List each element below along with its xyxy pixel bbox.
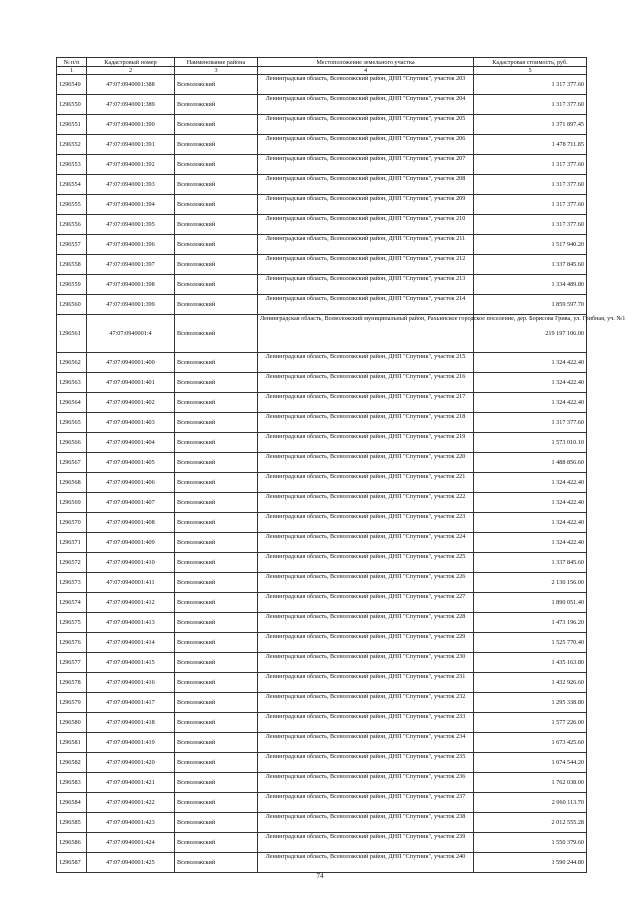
cadastral-number: 47:07:0940001:415 bbox=[87, 653, 175, 673]
row-number: 1296565 bbox=[57, 413, 87, 433]
location: Ленинградская область, Всеволожский район, ДНП "Спутник", участок 231 bbox=[258, 673, 474, 693]
table-row bbox=[57, 275, 587, 295]
district-name: Всеволожский bbox=[175, 155, 258, 175]
row-number: 1296569 bbox=[57, 493, 87, 513]
cadastral-number: 47:07:0940001:414 bbox=[87, 633, 175, 653]
cadastral-number: 47:07:0940001:402 bbox=[87, 393, 175, 413]
row-number: 1296549 bbox=[57, 75, 87, 95]
location: Ленинградская область, Всеволожский район, ДНП "Спутник", участок 229 bbox=[258, 633, 474, 653]
header-district: Наименование района bbox=[175, 58, 258, 67]
table-row bbox=[57, 773, 587, 793]
cadastral-cost: 1 371 897.45 bbox=[474, 115, 587, 135]
cadastral-number: 47:07:0940001:420 bbox=[87, 753, 175, 773]
cadastral-cost: 1 317 377.60 bbox=[474, 413, 587, 433]
table-row bbox=[57, 155, 587, 175]
table-row bbox=[57, 813, 587, 833]
district-name: Всеволожский bbox=[175, 413, 258, 433]
district-name: Всеволожский bbox=[175, 95, 258, 115]
cadastral-cost: 2 130 156.00 bbox=[474, 573, 587, 593]
row-number: 1296574 bbox=[57, 593, 87, 613]
row-number: 1296551 bbox=[57, 115, 87, 135]
header-index: 5 bbox=[474, 67, 587, 75]
cadastral-number: 47:07:0940001:417 bbox=[87, 693, 175, 713]
location: Ленинградская область, Всеволожский район, ДНП "Спутник", участок 213 bbox=[258, 275, 474, 295]
cadastral-cost: 1 859 597.70 bbox=[474, 295, 587, 315]
table-body bbox=[57, 75, 626, 873]
cadastral-number: 47:07:0940001:388 bbox=[87, 75, 175, 95]
row-number: 1296572 bbox=[57, 553, 87, 573]
district-name: Всеволожский bbox=[175, 135, 258, 155]
row-number: 1296559 bbox=[57, 275, 87, 295]
cadastral-cost: 2 012 555.28 bbox=[474, 813, 587, 833]
cadastral-number: 47:07:0940001:396 bbox=[87, 235, 175, 255]
row-number: 1296570 bbox=[57, 513, 87, 533]
location: Ленинградская область, Всеволожский район, ДНП "Спутник", участок 235 bbox=[258, 753, 474, 773]
district-name: Всеволожский bbox=[175, 353, 258, 373]
cadastral-number: 47:07:0940001:418 bbox=[87, 713, 175, 733]
header-number: № п/п bbox=[57, 58, 87, 67]
district-name: Всеволожский bbox=[175, 633, 258, 653]
cadastral-cost: 1 295 338.80 bbox=[474, 693, 587, 713]
cadastral-cost: 1 324 422.40 bbox=[474, 533, 587, 553]
location: Ленинградская область, Всеволожский район, ДНП "Спутник", участок 203 bbox=[258, 75, 474, 95]
cadastral-cost: 1 473 196.20 bbox=[474, 613, 587, 633]
table-row bbox=[57, 593, 587, 613]
cadastral-cost: 1 324 422.40 bbox=[474, 513, 587, 533]
row-number: 1296553 bbox=[57, 155, 87, 175]
table-row bbox=[57, 833, 587, 853]
cadastral-number: 47:07:0940001:404 bbox=[87, 433, 175, 453]
row-number: 1296587 bbox=[57, 853, 87, 873]
row-number: 1296581 bbox=[57, 733, 87, 753]
header-index: 4 bbox=[258, 67, 474, 75]
table-row bbox=[57, 473, 587, 493]
row-number: 1296573 bbox=[57, 573, 87, 593]
header-index: 3 bbox=[175, 67, 258, 75]
district-name: Всеволожский bbox=[175, 793, 258, 813]
location: Ленинградская область, Всеволожский район, ДНП "Спутник", участок 212 bbox=[258, 255, 474, 275]
row-number: 1296583 bbox=[57, 773, 87, 793]
cadastral-number: 47:07:0940001:408 bbox=[87, 513, 175, 533]
cadastral-cost: 1 478 711.85 bbox=[474, 135, 587, 155]
cadastral-cost: 1 324 422.40 bbox=[474, 353, 587, 373]
cadastral-number: 47:07:0940001:410 bbox=[87, 553, 175, 573]
cadastral-cost: 1 317 377.60 bbox=[474, 175, 587, 195]
district-name: Всеволожский bbox=[175, 75, 258, 95]
cadastral-cost: 1 324 422.40 bbox=[474, 493, 587, 513]
location: Ленинградская область, Всеволожский район, ДНП "Спутник", участок 240 bbox=[258, 853, 474, 873]
cadastral-cost: 1 673 425.60 bbox=[474, 733, 587, 753]
cadastral-number: 47:07:0940001:419 bbox=[87, 733, 175, 753]
location: Ленинградская область, Всеволожский район, ДНП "Спутник", участок 227 bbox=[258, 593, 474, 613]
district-name: Всеволожский bbox=[175, 813, 258, 833]
location: Ленинградская область, Всеволожский район, ДНП "Спутник", участок 237 bbox=[258, 793, 474, 813]
district-name: Всеволожский bbox=[175, 693, 258, 713]
location: Ленинградская область, Всеволожский район, ДНП "Спутник", участок 230 bbox=[258, 653, 474, 673]
location: Ленинградская область, Всеволожский район, ДНП "Спутник", участок 228 bbox=[258, 613, 474, 633]
cadastral-number: 47:07:0940001:393 bbox=[87, 175, 175, 195]
table-row bbox=[57, 433, 587, 453]
cadastral-cost: 1 324 422.40 bbox=[474, 473, 587, 493]
table-row bbox=[57, 633, 587, 653]
location: Ленинградская область, Всеволожский район, ДНП "Спутник", участок 239 bbox=[258, 833, 474, 853]
table-row bbox=[57, 95, 587, 115]
cadastral-cost: 1 435 163.80 bbox=[474, 653, 587, 673]
district-name: Всеволожский bbox=[175, 553, 258, 573]
cadastral-cost: 1 324 422.40 bbox=[474, 373, 587, 393]
cadastral-cost: 1 337 845.60 bbox=[474, 255, 587, 275]
district-name: Всеволожский bbox=[175, 235, 258, 255]
location: Ленинградская область, Всеволожский район, ДНП "Спутник", участок 205 bbox=[258, 115, 474, 135]
cadastral-cost: 1 334 489.80 bbox=[474, 275, 587, 295]
cadastral-number: 47:07:0940001:406 bbox=[87, 473, 175, 493]
row-number: 1296567 bbox=[57, 453, 87, 473]
district-name: Всеволожский bbox=[175, 573, 258, 593]
cadastral-cost: 1 550 379.60 bbox=[474, 833, 587, 853]
location: Ленинградская область, Всеволожский район, ДНП "Спутник", участок 234 bbox=[258, 733, 474, 753]
table-index-row bbox=[57, 67, 587, 75]
row-number: 1296586 bbox=[57, 833, 87, 853]
row-number: 1296584 bbox=[57, 793, 87, 813]
location: Ленинградская область, Всеволожский район, ДНП "Спутник", участок 225 bbox=[258, 553, 474, 573]
cadastral-number: 47:07:0940001:391 bbox=[87, 135, 175, 155]
cadastral-cost: 1 890 051.40 bbox=[474, 593, 587, 613]
district-name: Всеволожский bbox=[175, 115, 258, 135]
location: Ленинградская область, Всеволожский район, ДНП "Спутник", участок 233 bbox=[258, 713, 474, 733]
table-row bbox=[57, 513, 587, 533]
location: Ленинградская область, Всеволожский район, ДНП "Спутник", участок 223 bbox=[258, 513, 474, 533]
row-number: 1296560 bbox=[57, 295, 87, 315]
location: Ленинградская область, Всеволожский район, ДНП "Спутник", участок 207 bbox=[258, 155, 474, 175]
table-row bbox=[57, 733, 587, 753]
cadastral-number: 47:07:0940001:422 bbox=[87, 793, 175, 813]
cadastral-cost: 1 762 038.00 bbox=[474, 773, 587, 793]
location: Ленинградская область, Всеволожский район, ДНП "Спутник", участок 224 bbox=[258, 533, 474, 553]
cadastral-number: 47:07:0940001:397 bbox=[87, 255, 175, 275]
cadastral-number: 47:07:0940001:395 bbox=[87, 215, 175, 235]
cadastral-number: 47:07:0940001:401 bbox=[87, 373, 175, 393]
district-name: Всеволожский bbox=[175, 493, 258, 513]
row-number: 1296575 bbox=[57, 613, 87, 633]
table-row bbox=[57, 135, 587, 155]
location: Ленинградская область, Всеволожский район, ДНП "Спутник", участок 221 bbox=[258, 473, 474, 493]
row-number: 1296568 bbox=[57, 473, 87, 493]
district-name: Всеволожский bbox=[175, 673, 258, 693]
cadastral-cost: 1 674 544.20 bbox=[474, 753, 587, 773]
cadastral-number: 47:07:0940001:416 bbox=[87, 673, 175, 693]
row-number: 1296585 bbox=[57, 813, 87, 833]
location: Ленинградская область, Всеволожский район, ДНП "Спутник", участок 232 bbox=[258, 693, 474, 713]
row-number: 1296550 bbox=[57, 95, 87, 115]
row-number: 1296579 bbox=[57, 693, 87, 713]
location: Ленинградская область, Всеволожский район, ДНП "Спутник", участок 217 bbox=[258, 393, 474, 413]
table-row bbox=[57, 75, 587, 95]
table-row bbox=[57, 413, 587, 433]
table-row bbox=[57, 373, 587, 393]
location: Ленинградская область, Всеволожский район, ДНП "Спутник", участок 210 bbox=[258, 215, 474, 235]
row-number: 1296564 bbox=[57, 393, 87, 413]
table-row bbox=[57, 653, 587, 673]
cadastral-number: 47:07:0940001:394 bbox=[87, 195, 175, 215]
table-row bbox=[57, 235, 587, 255]
table-row bbox=[57, 693, 587, 713]
header-location: Местоположение земельного участка bbox=[258, 58, 474, 67]
cadastral-cost: 1 317 377.60 bbox=[474, 95, 587, 115]
row-number: 1296557 bbox=[57, 235, 87, 255]
district-name: Всеволожский bbox=[175, 473, 258, 493]
cadastral-number: 47:07:0940001:405 bbox=[87, 453, 175, 473]
location: Ленинградская область, Всеволожский район, ДНП "Спутник", участок 226 bbox=[258, 573, 474, 593]
table-row bbox=[57, 175, 587, 195]
table-header-row bbox=[57, 58, 587, 67]
header-cadastral-number: Кадастровый номер bbox=[87, 58, 175, 67]
cadastral-number: 47:07:0940001:398 bbox=[87, 275, 175, 295]
cadastral-number: 47:07:0940001:412 bbox=[87, 593, 175, 613]
cadastral-cost: 1 573 010.10 bbox=[474, 433, 587, 453]
table-row bbox=[57, 553, 587, 573]
location: Ленинградская область, Всеволожский район, ДНП "Спутник", участок 218 bbox=[258, 413, 474, 433]
cadastral-number: 47:07:0940001:400 bbox=[87, 353, 175, 373]
page-number: 74 bbox=[316, 872, 324, 880]
table-row bbox=[57, 533, 587, 553]
cadastral-cost: 1 317 377.60 bbox=[474, 195, 587, 215]
row-number: 1296566 bbox=[57, 433, 87, 453]
district-name: Всеволожский bbox=[175, 175, 258, 195]
cadastral-number: 47:07:0940001:4 bbox=[87, 315, 175, 353]
row-number: 1296582 bbox=[57, 753, 87, 773]
cadastral-cost: 1 324 422.40 bbox=[474, 393, 587, 413]
cadastral-cost: 1 432 926.60 bbox=[474, 673, 587, 693]
cadastral-number: 47:07:0940001:424 bbox=[87, 833, 175, 853]
district-name: Всеволожский bbox=[175, 295, 258, 315]
cadastral-cost: 1 317 377.60 bbox=[474, 215, 587, 235]
table-row bbox=[57, 393, 587, 413]
district-name: Всеволожский bbox=[175, 393, 258, 413]
table-row bbox=[57, 753, 587, 773]
district-name: Всеволожский bbox=[175, 195, 258, 215]
location: Ленинградская область, Всеволожский район, ДНП "Спутник", участок 208 bbox=[258, 175, 474, 195]
header-index: 2 bbox=[87, 67, 175, 75]
location: Ленинградская область, Всеволожский район, ДНП "Спутник", участок 214 bbox=[258, 295, 474, 315]
table-row bbox=[57, 613, 587, 633]
location: Ленинградская область, Всеволожский район, ДНП "Спутник", участок 211 bbox=[258, 235, 474, 255]
location: Ленинградская область, Всеволожский район, ДНП "Спутник", участок 206 bbox=[258, 135, 474, 155]
cadastral-cost: 1 577 226.00 bbox=[474, 713, 587, 733]
location: Ленинградская область, Всеволожский район, ДНП "Спутник", участок 238 bbox=[258, 813, 474, 833]
cadastral-number: 47:07:0940001:403 bbox=[87, 413, 175, 433]
district-name: Всеволожский bbox=[175, 713, 258, 733]
location: Ленинградская область, Всеволожский район, ДНП "Спутник", участок 209 bbox=[258, 195, 474, 215]
row-number: 1296555 bbox=[57, 195, 87, 215]
row-number: 1296556 bbox=[57, 215, 87, 235]
row-number: 1296558 bbox=[57, 255, 87, 275]
table-row bbox=[57, 115, 587, 135]
row-number: 1296561 bbox=[57, 315, 87, 353]
row-number: 1296563 bbox=[57, 373, 87, 393]
row-number: 1296578 bbox=[57, 673, 87, 693]
district-name: Всеволожский bbox=[175, 275, 258, 295]
district-name: Всеволожский bbox=[175, 773, 258, 793]
district-name: Всеволожский bbox=[175, 433, 258, 453]
cadastral-number: 47:07:0940001:409 bbox=[87, 533, 175, 553]
cadastral-cost: 1 337 845.60 bbox=[474, 553, 587, 573]
table-row bbox=[57, 215, 587, 235]
cadastral-number: 47:07:0940001:399 bbox=[87, 295, 175, 315]
location: Ленинградская область, Всеволожский район, ДНП "Спутник", участок 204 bbox=[258, 95, 474, 115]
cadastral-number: 47:07:0940001:407 bbox=[87, 493, 175, 513]
row-number: 1296576 bbox=[57, 633, 87, 653]
district-name: Всеволожский bbox=[175, 533, 258, 553]
header-index: 1 bbox=[57, 67, 87, 75]
cadastral-cost: 2 060 113.70 bbox=[474, 793, 587, 813]
row-number: 1296580 bbox=[57, 713, 87, 733]
district-name: Всеволожский bbox=[175, 373, 258, 393]
district-name: Всеволожский bbox=[175, 255, 258, 275]
table-row bbox=[57, 353, 587, 373]
district-name: Всеволожский bbox=[175, 613, 258, 633]
district-name: Всеволожский bbox=[175, 753, 258, 773]
cadastral-number: 47:07:0940001:390 bbox=[87, 115, 175, 135]
location: Ленинградская область, Всеволожский район, ДНП "Спутник", участок 215 bbox=[258, 353, 474, 373]
cadastral-number: 47:07:0940001:413 bbox=[87, 613, 175, 633]
table-row bbox=[57, 295, 587, 315]
cadastral-number: 47:07:0940001:423 bbox=[87, 813, 175, 833]
table-row bbox=[57, 713, 587, 733]
row-number: 1296571 bbox=[57, 533, 87, 553]
table-row bbox=[57, 453, 587, 473]
table-row bbox=[57, 853, 587, 873]
cadastral-cost: 1 488 856.60 bbox=[474, 453, 587, 473]
district-name: Всеволожский bbox=[175, 315, 258, 353]
table-row bbox=[57, 195, 587, 215]
table-row bbox=[57, 793, 587, 813]
district-name: Всеволожский bbox=[175, 215, 258, 235]
district-name: Всеволожский bbox=[175, 653, 258, 673]
table-row bbox=[57, 673, 587, 693]
table-row bbox=[57, 573, 587, 593]
location: Ленинградская область, Всеволожский муниципальный район, Рахьинское городское поселение, дер. Борисова Грива, ул. Грибная, уч. №1 bbox=[258, 315, 474, 353]
cadastral-cost: 219 197 106.00 bbox=[474, 315, 587, 353]
cadastral-cost: 1 517 940.20 bbox=[474, 235, 587, 255]
district-name: Всеволожский bbox=[175, 513, 258, 533]
table-row bbox=[57, 315, 587, 353]
location: Ленинградская область, Всеволожский район, ДНП "Спутник", участок 236 bbox=[258, 773, 474, 793]
cadastral-number: 47:07:0940001:392 bbox=[87, 155, 175, 175]
row-number: 1296577 bbox=[57, 653, 87, 673]
row-number: 1296554 bbox=[57, 175, 87, 195]
cadastral-number: 47:07:0940001:411 bbox=[87, 573, 175, 593]
cadastral-number: 47:07:0940001:425 bbox=[87, 853, 175, 873]
district-name: Всеволожский bbox=[175, 733, 258, 753]
row-number: 1296562 bbox=[57, 353, 87, 373]
row-number: 1296552 bbox=[57, 135, 87, 155]
location: Ленинградская область, Всеволожский район, ДНП "Спутник", участок 222 bbox=[258, 493, 474, 513]
table-row bbox=[57, 493, 587, 513]
district-name: Всеволожский bbox=[175, 593, 258, 613]
cadastral-cost: 1 317 377.60 bbox=[474, 155, 587, 175]
header-cost: Кадастровая стоимость, руб. bbox=[474, 58, 587, 67]
cadastral-number: 47:07:0940001:421 bbox=[87, 773, 175, 793]
location: Ленинградская область, Всеволожский район, ДНП "Спутник", участок 220 bbox=[258, 453, 474, 473]
district-name: Всеволожский bbox=[175, 853, 258, 873]
cadastral-cost: 1 590 244.80 bbox=[474, 853, 587, 873]
location: Ленинградская область, Всеволожский район, ДНП "Спутник", участок 219 bbox=[258, 433, 474, 453]
district-name: Всеволожский bbox=[175, 833, 258, 853]
cadastral-cost: 1 525 770.40 bbox=[474, 633, 587, 653]
district-name: Всеволожский bbox=[175, 453, 258, 473]
cadastral-value-table bbox=[56, 57, 626, 873]
table-row bbox=[57, 255, 587, 275]
location: Ленинградская область, Всеволожский район, ДНП "Спутник", участок 216 bbox=[258, 373, 474, 393]
cadastral-number: 47:07:0940001:389 bbox=[87, 95, 175, 115]
cadastral-cost: 1 317 377.60 bbox=[474, 75, 587, 95]
